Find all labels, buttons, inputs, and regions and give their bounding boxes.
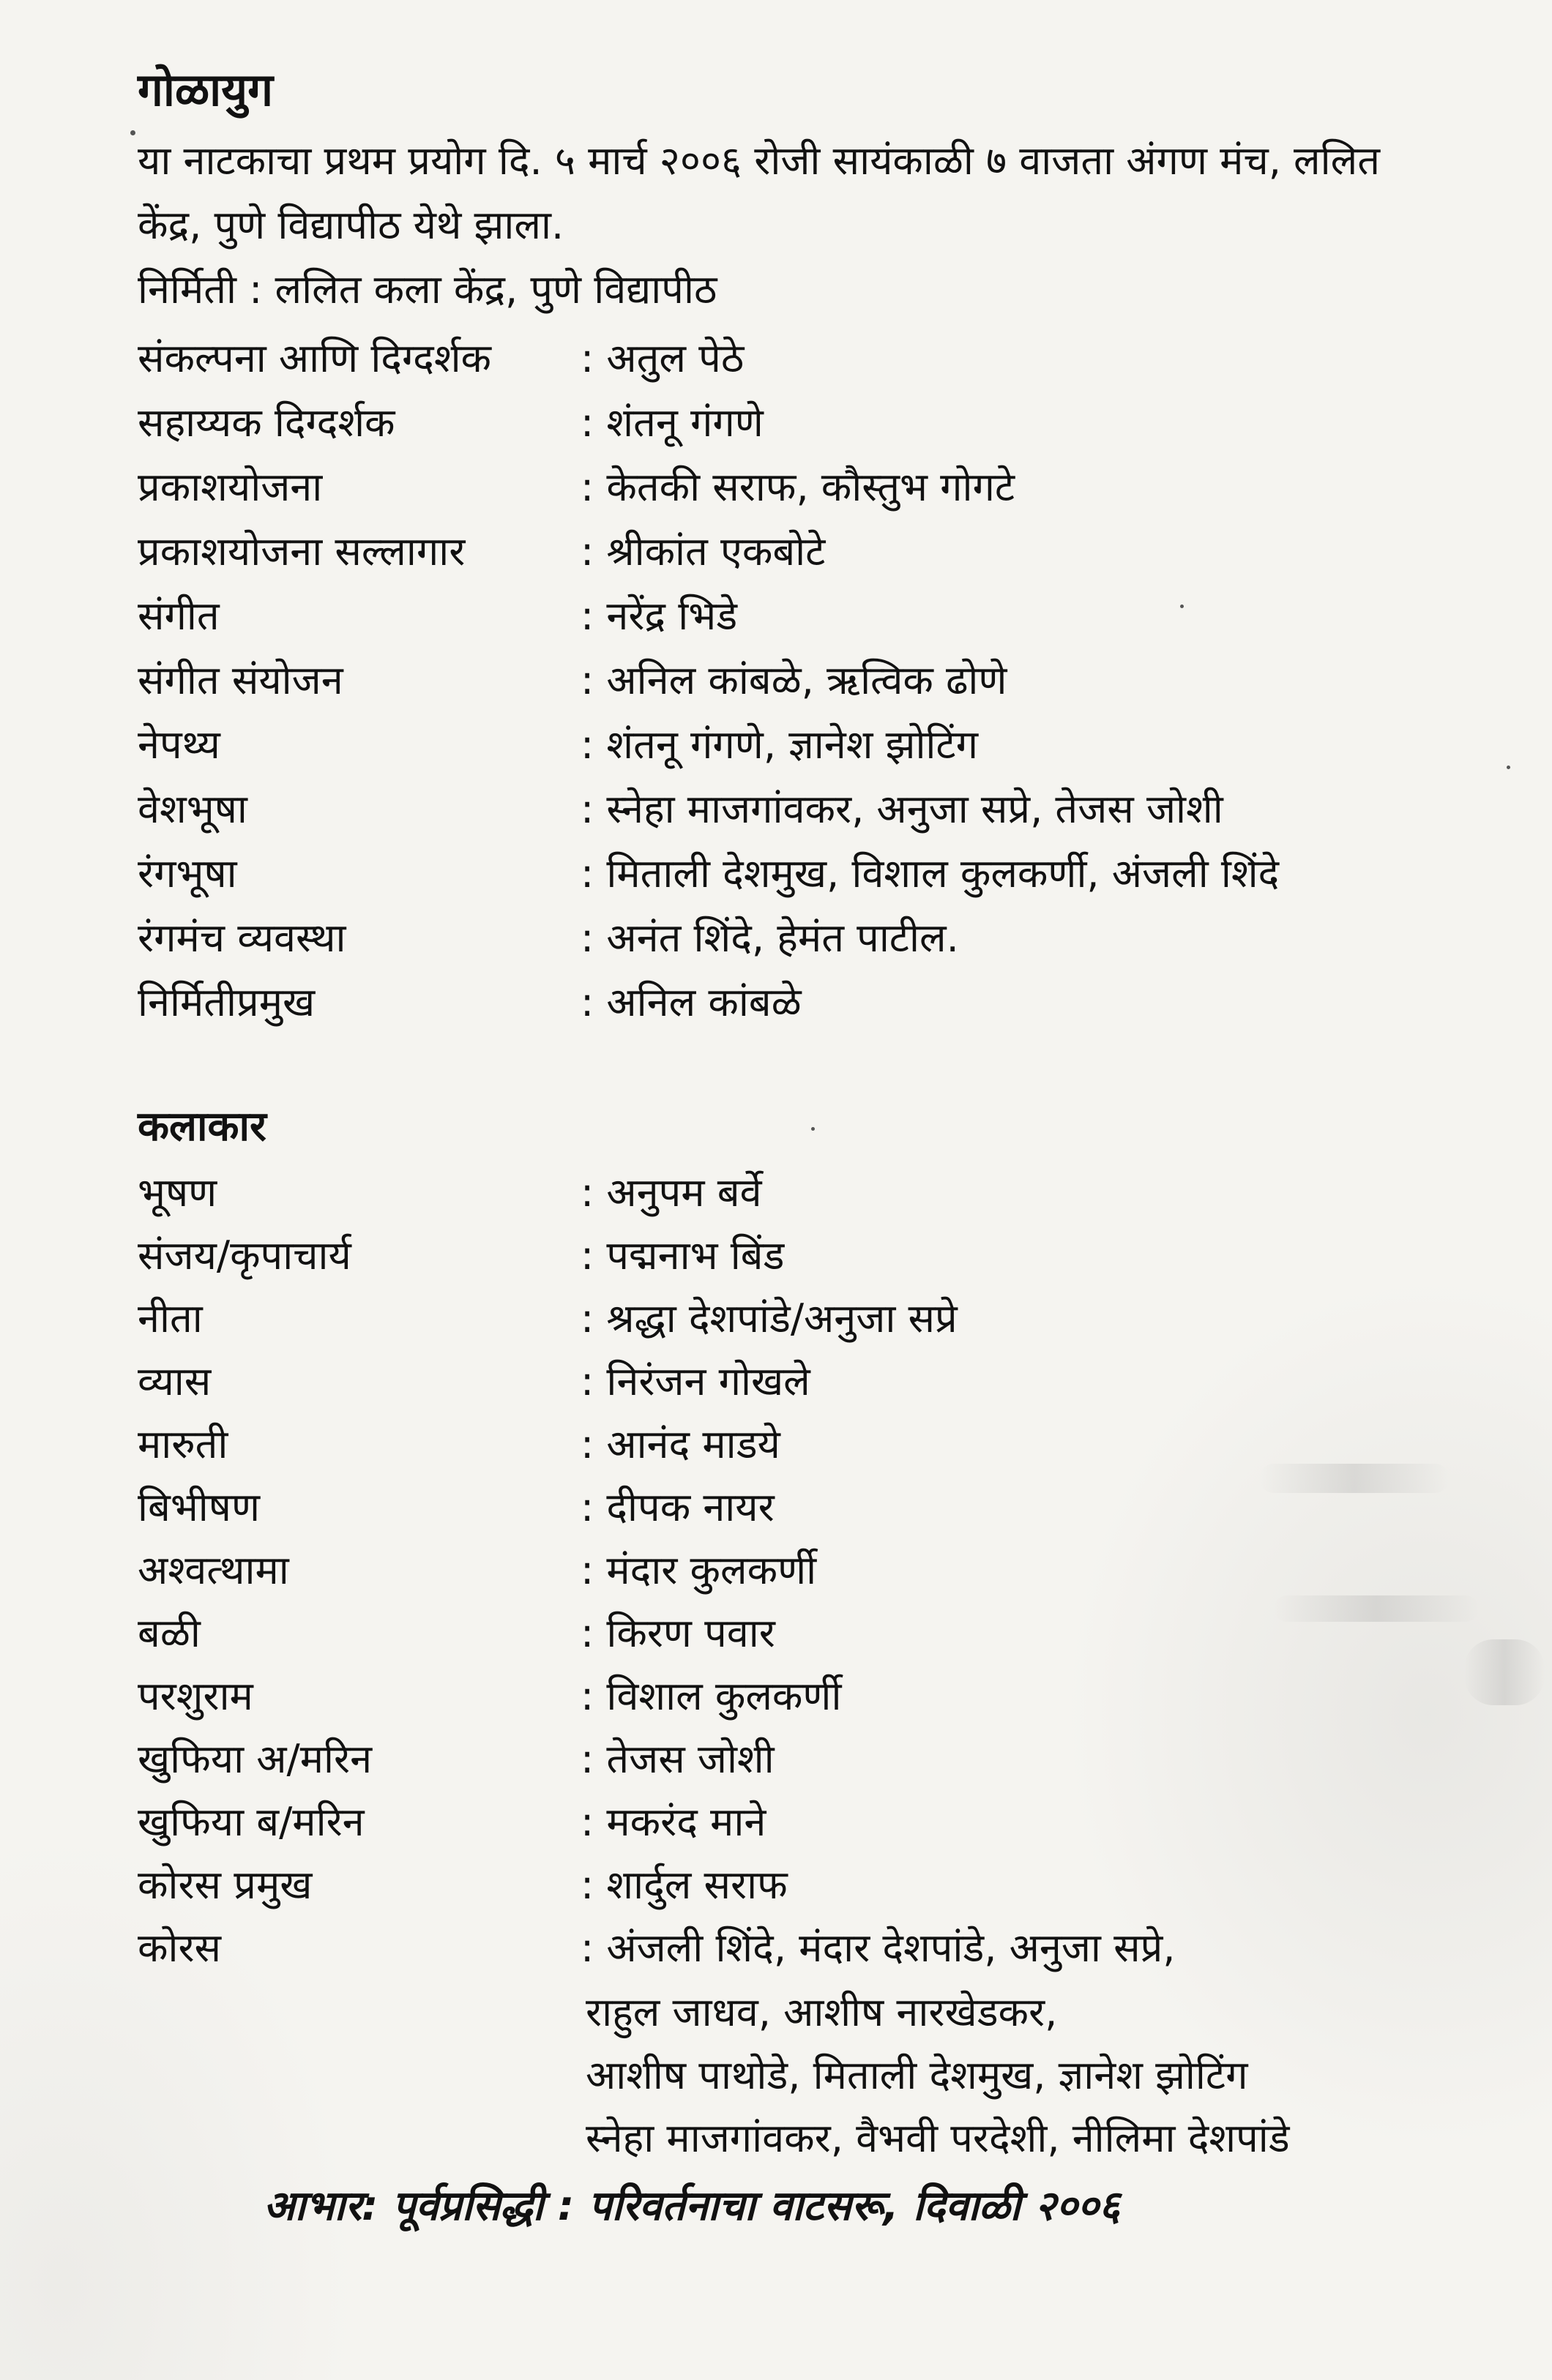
cast-name: : अनुपम बर्वे — [581, 1164, 762, 1222]
cast-name: : पद्मनाभ बिंड — [581, 1227, 784, 1285]
chorus-continued-line: आशीष पाथोडे, मिताली देशमुख, ज्ञानेश झोटिंग — [586, 2052, 1248, 2098]
cast-name: : विशाल कुलकर्णी — [581, 1667, 841, 1726]
scan-speck — [130, 130, 135, 135]
cast-name: : मंदार कुलकर्णी — [581, 1541, 816, 1600]
cast-role: खुफिया ब/मरिन — [138, 1799, 365, 1845]
credit-name: : केतकी सराफ, कौस्तुभ गोगटे — [581, 458, 1015, 517]
cast-name: : शार्दुल सराफ — [581, 1856, 788, 1915]
cast-role: संजय/कृपाचार्य — [138, 1232, 351, 1279]
credit-name: : अनंत शिंदे, हेमंत पाटील. — [581, 909, 959, 968]
credit-role: निर्मितीप्रमुख — [138, 979, 316, 1025]
credit-role: संगीत संयोजन — [138, 657, 343, 703]
cast-name: : अंजली शिंदे, मंदार देशपांडे, अनुजा सप्रे, — [581, 1919, 1175, 1977]
cast-name: : तेजस जोशी — [581, 1730, 775, 1789]
cast-name: : मकरंद माने — [581, 1793, 766, 1852]
cast-role: कोरस प्रमुख — [138, 1862, 313, 1908]
credit-name: : शंतनू गंगणे — [581, 394, 764, 452]
premiere-info: या नाटकाचा प्रथम प्रयोग दि. ५ मार्च २००६ रोजी सायंकाळी ७ वाजता अंगण मंच, ललित केंद्र, पुणे विद्यापीठ येथे झाला. — [138, 138, 1381, 248]
credit-name: : श्रीकांत एकबोटे — [581, 523, 825, 581]
credit-role: सहाय्यक दिग्दर्शक — [138, 400, 395, 446]
cast-role: भूषण — [138, 1170, 217, 1216]
chorus-continued-line: राहुल जाधव, आशीष नारखेडकर, — [586, 1989, 1058, 2035]
cast-role: खुफिया अ/मरिन — [138, 1736, 373, 1782]
production-info: निर्मिती : ललित कला केंद्र, पुणे विद्यापीठ — [138, 266, 717, 313]
credit-name: : मिताली देशमुख, विशाल कुलकर्णी, अंजली शिंदे — [581, 845, 1279, 903]
cast-role: अश्वत्थामा — [138, 1547, 289, 1593]
cast-name: : निरंजन गोखले — [581, 1352, 810, 1411]
credit-role: रंगभूषा — [138, 850, 237, 897]
credit-name: : अनिल कांबळे — [581, 973, 802, 1032]
credit-role: संकल्पना आणि दिग्दर्शक — [138, 335, 492, 381]
credit-role: रंगमंच व्यवस्था — [138, 915, 346, 961]
cast-role: परशुराम — [138, 1673, 253, 1719]
cast-heading: कलाकार — [138, 1103, 266, 1150]
credit-name: : शंतनू गंगणे, ज्ञानेश झोटिंग — [581, 716, 978, 774]
cast-name: : किरण पवार — [581, 1604, 775, 1663]
cast-name: : आनंद माडये — [581, 1415, 780, 1474]
cast-role: नीता — [138, 1295, 203, 1341]
cast-role: मारुती — [138, 1421, 228, 1467]
page-title: गोळायुग — [138, 63, 274, 116]
scan-smudge — [1464, 1639, 1545, 1705]
scan-speck — [1507, 766, 1510, 769]
scan-speck — [1180, 605, 1184, 608]
credit-role: वेशभूषा — [138, 786, 247, 832]
cast-name: : दीपक नायर — [581, 1478, 775, 1537]
scan-speck — [811, 1127, 815, 1131]
credit-role: प्रकाशयोजना सल्लागार — [138, 528, 466, 575]
credit-role: संगीत — [138, 593, 220, 639]
credit-name: : अनिल कांबळे, ऋत्विक ढोणे — [581, 651, 1007, 710]
credit-name: : नरेंद्र भिडे — [581, 587, 737, 645]
scan-smudge — [1259, 1464, 1450, 1493]
cast-role: बिभीषण — [138, 1484, 261, 1530]
cast-name: : श्रद्धा देशपांडे/अनुजा सप्रे — [581, 1290, 958, 1348]
cast-role: कोरस — [138, 1925, 222, 1971]
acknowledgement: आभार: पूर्वप्रसिद्धी : परिवर्तनाचा वाटसरू, दिवाळी २००६ — [264, 2182, 1121, 2230]
cast-role: व्यास — [138, 1358, 212, 1404]
chorus-continued-line: स्नेहा माजगांवकर, वैभवी परदेशी, नीलिमा देशपांडे — [586, 2115, 1290, 2161]
scan-smudge — [1274, 1595, 1479, 1622]
credit-name: : स्नेहा माजगांवकर, अनुजा सप्रे, तेजस जोशी — [581, 780, 1223, 839]
credit-role: प्रकाशयोजना — [138, 464, 323, 510]
cast-role: बळी — [138, 1610, 201, 1656]
credit-name: : अतुल पेठे — [581, 329, 744, 388]
credit-role: नेपथ्य — [138, 722, 220, 768]
